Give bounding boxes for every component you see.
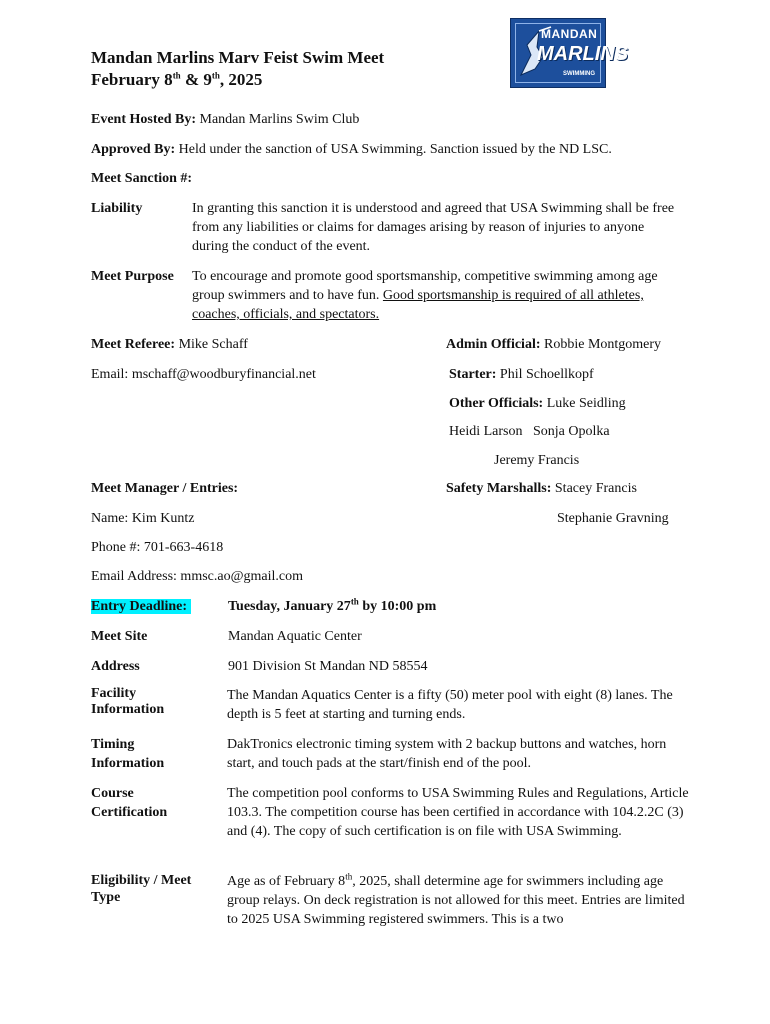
course-label: Course Certification <box>91 786 168 820</box>
meet-site-value: Mandan Aquatic Center <box>228 629 362 644</box>
facility-label: Facility Information <box>91 686 165 717</box>
logo-word-swimming: SWIMMING <box>563 71 595 77</box>
admin-official-label: Admin Official: <box>446 337 541 352</box>
event-hosted-value: Mandan Marlins Swim Club <box>196 112 360 127</box>
page-title <box>91 47 384 91</box>
other-officials-row <box>449 394 626 413</box>
approved-by-value: Held under the sanction of USA Swimming. Sanction issued by the ND LSC. <box>175 142 612 157</box>
admin-official-value: Robbie Montgomery <box>540 337 662 352</box>
other-officials-label: Other Officials: <box>449 396 544 411</box>
approved-by-row <box>91 140 612 159</box>
meet-manager-label: Meet Manager / Entries: <box>91 481 239 496</box>
meet-purpose-label: Meet Purpose <box>91 269 174 284</box>
sportsmanship-note: Good sportsmanship is required of all athletes, coaches, officials, and spectators. <box>192 288 644 322</box>
safety-marshalls-value-2: Stephanie Gravning <box>557 511 669 526</box>
safety-marshalls-row <box>446 479 637 498</box>
title-line-2: February 8th & 9th, 2025 <box>91 70 263 89</box>
other-officials-line-3: Jeremy Francis <box>494 453 580 468</box>
timing-label: Timing Information <box>91 737 165 771</box>
manager-email: Email Address: mmsc.ao@gmail.com <box>91 569 303 584</box>
starter-row <box>449 365 594 384</box>
manager-phone: Phone #: 701-663-4618 <box>91 540 224 555</box>
mandan-marlins-logo <box>510 18 629 88</box>
address-label: Address <box>91 659 140 674</box>
referee-email: Email: mschaff@woodburyfinancial.net <box>91 367 316 382</box>
meet-referee-value: Mike Schaff <box>175 337 248 352</box>
starter-value: Phil Schoellkopf <box>496 367 594 382</box>
liability-text: In granting this sanction it is understood and agreed that USA Swimming shall be free from any liabilities or claims for damages arising by reason of injuries to anyone during the conduct of the event. <box>192 201 675 254</box>
other-officials-value: Luke Seidling <box>543 396 626 411</box>
event-hosted-row <box>91 110 359 129</box>
entry-deadline-value: Tuesday, January 27th by 10:00 pm <box>228 596 437 614</box>
other-officials-line-2: Heidi Larson Sonja Opolka <box>449 424 610 439</box>
liability-label: Liability <box>91 201 143 216</box>
event-hosted-label: Event Hosted By: <box>91 112 196 127</box>
manager-name: Name: Kim Kuntz <box>91 511 195 526</box>
safety-marshalls-value-1: Stacey Francis <box>551 481 637 496</box>
facility-value: The Mandan Aquatics Center is a fifty (50) meter pool with eight (8) lanes. The depth is 5 feet at starting and turning ends. <box>227 688 673 722</box>
address-value: 901 Division St Mandan ND 58554 <box>228 659 428 674</box>
meet-referee-row <box>91 335 248 354</box>
meet-referee-label: Meet Referee: <box>91 337 176 352</box>
admin-official-row <box>446 335 661 354</box>
title-line-1: Mandan Marlins Marv Feist Swim Meet <box>91 48 385 67</box>
timing-value: DakTronics electronic timing system with 2 backup buttons and watches, horn start, and touch pads at the start/finish end of the pool. <box>227 737 667 771</box>
eligibility-value: Age as of February 8th, 2025, shall determine age for swimmers including age group relays. On deck registration is not allowed for this meet. Entries are limited to 2025 USA Swimming registered swimmers. This is a two <box>227 871 685 927</box>
logo-word-marlins: MARLINS <box>537 43 629 65</box>
logo-word-mandan: MANDAN <box>541 27 598 41</box>
meet-site-label: Meet Site <box>91 629 148 644</box>
meet-purpose-text: To encourage and promote good sportsmanship, competitive swimming among age group swimmers and to have fun. Good sportsmanship is required of all athletes, coaches, officials, and spectators. <box>192 269 658 322</box>
starter-label: Starter: <box>449 367 497 382</box>
approved-by-label: Approved By: <box>91 142 176 157</box>
course-value: The competition pool conforms to USA Swimming Rules and Regulations, Article 103.3. The competition course has been certified in accordance with 104.2.2C (3) and (4). The copy of such certification is on file with USA Swimming. <box>227 786 689 839</box>
eligibility-label: Eligibility / Meet Type <box>91 873 192 905</box>
safety-marshalls-label: Safety Marshalls: <box>446 481 552 496</box>
entry-deadline-label: Entry Deadline: <box>91 597 191 616</box>
meet-sanction-label: Meet Sanction #: <box>91 171 193 186</box>
